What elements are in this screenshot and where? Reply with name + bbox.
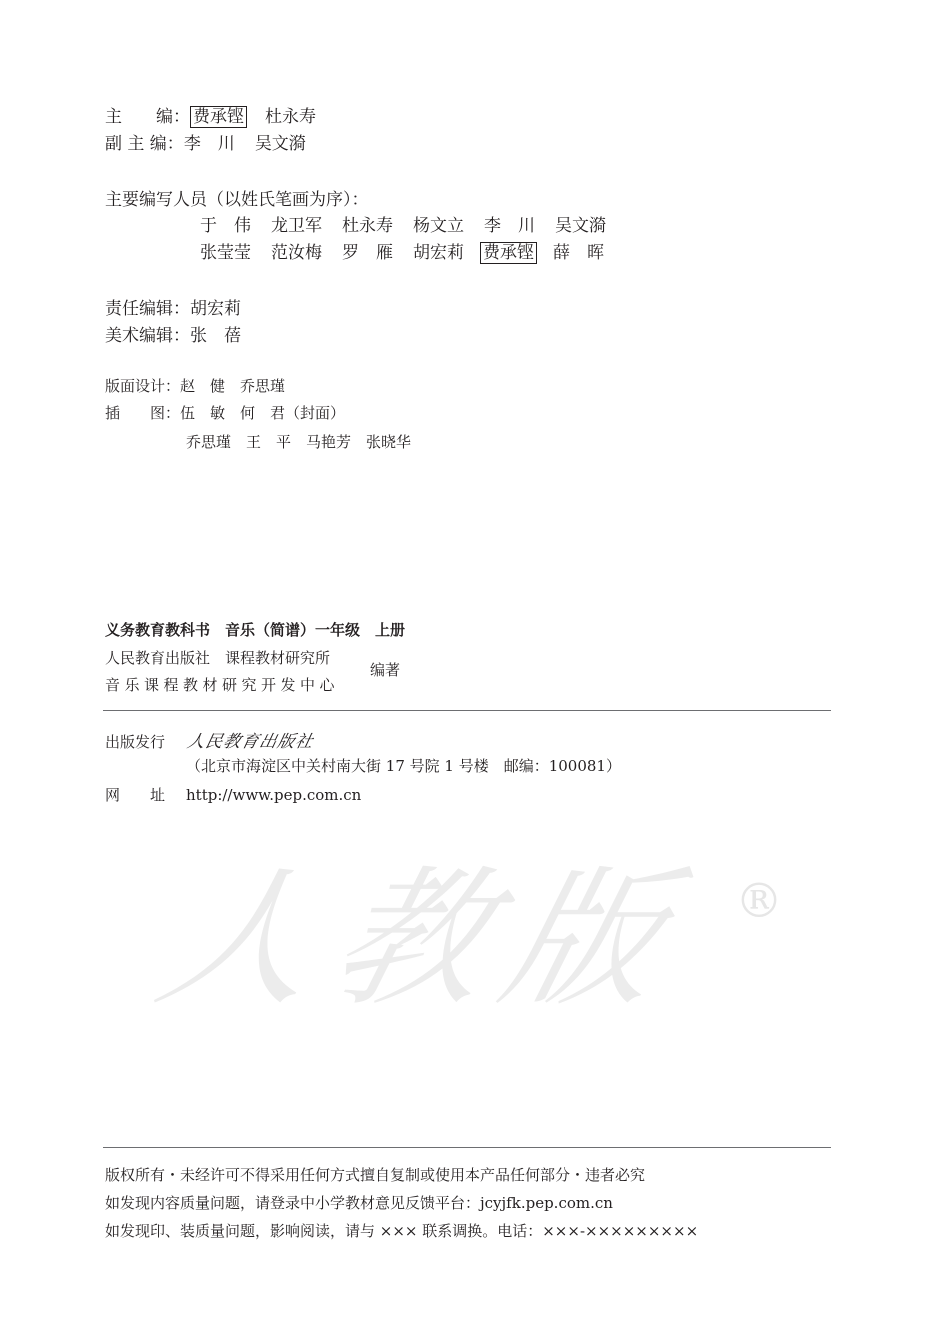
writer-name: 范汝梅 [271, 243, 322, 263]
writers-row-1 [200, 211, 606, 236]
writer-name: 薛 晖 [553, 243, 604, 263]
writers-row-2 [200, 238, 604, 263]
illustration-label: 插 图： [105, 404, 181, 422]
compiled-label: 编著 [370, 661, 401, 679]
deputy-editor-line [105, 129, 306, 154]
art-editor-line [105, 321, 241, 346]
deputy-editor-label: 副 主 编： [105, 134, 184, 154]
deputy-editor-2: 吴文漪 [254, 134, 306, 154]
writers-heading: 主要编写人员（以姓氏笔画为序）： [105, 190, 369, 210]
registered-mark-icon: ® [735, 873, 783, 929]
writer-name: 吴文漪 [555, 216, 606, 236]
writer-name: 李 川 [484, 216, 535, 236]
print-quality-notice: 如发现印、装质量问题，影响阅读，请与 ××× 联系调换。电话：×××-××××××××× [105, 1222, 699, 1240]
chief-editor-deceased: 费承铿 [190, 106, 247, 128]
art-editor-label: 美术编辑： [105, 326, 190, 346]
writer-name: 张莹莹 [200, 243, 251, 263]
writer-name: 罗 雁 [342, 243, 393, 263]
layout-design-label: 版面设计： [105, 377, 181, 395]
illustrators-2: 乔思瑾 王 平 马艳芳 张晓华 [186, 433, 412, 451]
publisher-label: 出版发行 [105, 733, 166, 751]
deputy-editor-1: 李 川 [183, 134, 235, 154]
writer-name: 于 伟 [200, 216, 251, 236]
layout-designers: 赵 健 乔思瑾 [180, 377, 286, 395]
website-line [105, 784, 361, 805]
illustrators-1: 伍 敏 何 君（封面） [180, 404, 346, 422]
chief-editor-label: 主 编： [105, 107, 190, 127]
publisher-calligraphy-logo: 人民教育出版社 [185, 732, 316, 752]
publisher-org-2: 音乐课程教材研究开发中心 [105, 676, 340, 694]
quality-feedback-notice: 如发现内容质量问题，请登录中小学教材意见反馈平台：jcyjfk.pep.com.cn [105, 1194, 613, 1212]
responsible-editor-line [105, 294, 241, 319]
writer-name-deceased: 费承铿 [480, 242, 537, 264]
publisher-address: （北京市海淀区中关村南大街 17 号院 1 号楼 邮编：100081） [186, 757, 621, 775]
layout-design-line [105, 375, 285, 396]
illustration-line [105, 402, 345, 423]
writer-name: 龙卫军 [271, 216, 322, 236]
divider-top [103, 710, 831, 711]
art-editor: 张 蓓 [190, 326, 241, 346]
website-label: 网 址 [105, 786, 166, 804]
chief-editor-line [105, 102, 316, 127]
responsible-editor: 胡宏莉 [190, 299, 241, 319]
publisher-org-1: 人民教育出版社 课程教材研究所 [105, 649, 331, 667]
copyright-notice: 版权所有・未经许可不得采用任何方式擅自复制或使用本产品任何部分・违者必究 [105, 1166, 646, 1184]
watermark-logo: 人教版 [143, 853, 703, 1027]
chief-editor-2: 杜永寿 [265, 107, 316, 127]
divider-bottom [103, 1147, 831, 1148]
responsible-editor-label: 责任编辑： [105, 299, 190, 319]
website-url: http://www.pep.com.cn [186, 786, 362, 804]
book-title: 义务教育教科书 音乐（简谱）一年级 上册 [105, 621, 406, 639]
writer-name: 胡宏莉 [413, 243, 464, 263]
writer-name: 杨文立 [413, 216, 464, 236]
writer-name: 杜永寿 [342, 216, 393, 236]
